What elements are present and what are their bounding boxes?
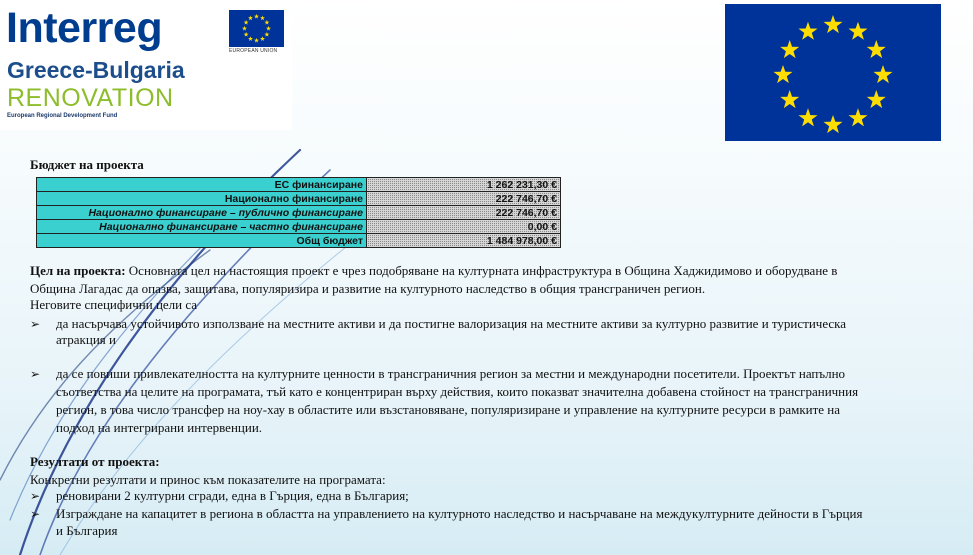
list-item: Изграждане на капацитет в региона в областта на управлението на културното наследство и насърчаване на междукултурните дейности в Гърция xyxy=(56,506,863,521)
table-row xyxy=(37,234,561,248)
logo-fund-label: European Regional Development Fund xyxy=(7,113,118,119)
budget-value: 1 484 978,00 € xyxy=(367,234,561,248)
results-intro: Конкретни резултати и принос към показателите на програмата: xyxy=(30,472,386,487)
logo-region: Greece-Bulgaria xyxy=(7,57,185,83)
logo-wordmark: Interreg xyxy=(6,4,163,52)
table-row xyxy=(37,192,561,206)
arrow-bullet-icon: ➢ xyxy=(30,317,41,331)
table-row xyxy=(37,220,561,234)
arrow-bullet-icon: ➢ xyxy=(30,489,41,503)
list-item: да се повиши привлекателността на културните ценности в трансграничния регион за местни и международни посетители. Проектът напълно xyxy=(56,366,846,381)
goal-paragraph-line xyxy=(30,263,837,279)
list-item: атракция и xyxy=(56,332,116,347)
list-item: регион, в това число трансфер на ноу-хау в областите или възстановяване, популяризиране и управление на културните ресурси в рамките на xyxy=(56,402,841,417)
list-item: реновирани 2 културни сгради, една в Гърция, една в България; xyxy=(56,488,409,503)
budget-label: Общ бюджет xyxy=(37,234,367,248)
goal-paragraph-line: Община Лагадас да опазва, защитава, популяризира и развитие на културното наследство в общия трансграничен регион. xyxy=(30,281,706,296)
list-item: подход на интегрирани интервенции. xyxy=(56,420,263,435)
budget-value: 222 746,70 € xyxy=(367,192,561,206)
list-item: и България xyxy=(56,523,118,538)
eu-flag-small-icon xyxy=(229,10,284,47)
results-heading: Резултати от проекта: xyxy=(30,454,160,469)
budget-value: 0,00 € xyxy=(367,220,561,234)
arrow-bullet-icon: ➢ xyxy=(30,367,41,381)
logo-project-name: RENOVATION xyxy=(7,84,174,112)
budget-value: 222 746,70 € xyxy=(367,206,561,220)
budget-label: Национално финансиране xyxy=(37,192,367,206)
budget-title: Бюджет на проекта xyxy=(30,157,144,172)
list-item: да насърчава устойчивото използване на местните активи и да постигне валоризация на местните активи за културно развитие и туристическа xyxy=(56,316,847,331)
table-row xyxy=(37,206,561,220)
eu-flag-icon xyxy=(725,4,941,141)
table-row xyxy=(37,178,561,192)
arrow-bullet-icon: ➢ xyxy=(30,507,41,521)
budget-label: ЕС финансиране xyxy=(37,178,367,192)
specific-goals-intro: Неговите специфични цели са xyxy=(30,297,198,312)
goal-text: Основната цел на настоящия проект е чрез подобряване на културната инфраструктура в Община Хаджидимово и оборудване в xyxy=(125,263,838,278)
logo-eu-label: EUROPEAN UNION xyxy=(229,48,278,54)
list-item: съответства на целите на програмата, тъй като е концентриран върху действия, които показват значителна добавена стойност на трансграничния xyxy=(56,384,859,399)
interreg-logo xyxy=(0,0,292,130)
budget-table xyxy=(36,177,561,248)
budget-value: 1 262 231,30 € xyxy=(367,178,561,192)
budget-label: Национално финансиране – частно финансиране xyxy=(37,220,367,234)
budget-label: Национално финансиране – публично финансиране xyxy=(37,206,367,220)
goal-heading: Цел на проекта: xyxy=(30,263,126,278)
